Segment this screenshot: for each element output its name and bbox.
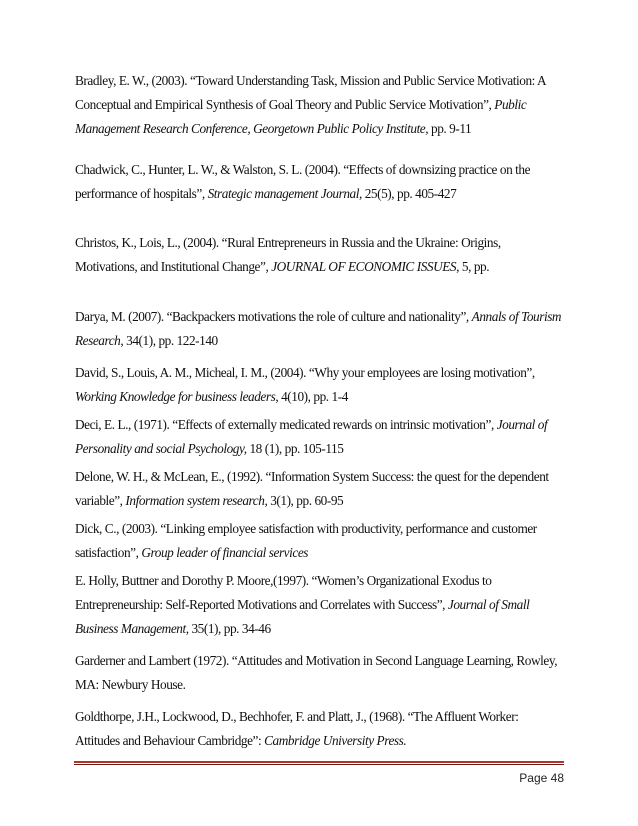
- reference-text: Christos, K., Lois, L., (2004). “Rural Entrepreneurs in Russia and the Ukraine: Origins, Motivations, and Institutional Change”,: [75, 235, 501, 274]
- reference-text: Deci, E. L., (1971). “Effects of externally medicated rewards on intrinsic motivation”,: [75, 417, 497, 432]
- reference-source-title: Group leader of financial services: [141, 545, 308, 560]
- reference-source-title: Information system research,: [125, 493, 268, 508]
- reference-text: , 34(1), pp. 122-140: [120, 333, 218, 348]
- reference-entry: [75, 517, 565, 565]
- reference-entry: [75, 705, 565, 753]
- reference-source-title: Journal of Personality and social Psychology,: [75, 417, 548, 456]
- footer-rule: [74, 761, 564, 763]
- reference-text: , 5, pp.: [456, 259, 490, 274]
- reference-text: , 25(5), pp. 405-427: [358, 186, 457, 201]
- reference-entry: [75, 361, 565, 409]
- page-number: Page 48: [519, 771, 564, 785]
- reference-text: E. Holly, Buttner and Dorothy P. Moore,(1997). “Women’s Organizational Exodus to Entrepreneurship: Self-Reported Motivations and Correlates with Success”,: [75, 573, 492, 612]
- reference-source-title: Working Knowledge for business leaders: [75, 389, 276, 404]
- reference-text: , 4(10), pp. 1-4: [275, 389, 348, 404]
- reference-text: 18 (1), pp. 105-115: [246, 441, 344, 456]
- reference-text: 35(1), pp. 34-46: [188, 621, 271, 636]
- reference-text: Darya, M. (2007). “Backpackers motivations the role of culture and nationality”,: [75, 309, 472, 324]
- reference-text: Goldthorpe, J.H., Lockwood, D., Bechhofer, F. and Platt, J., (1968). “The Affluent Worker: Attitudes and Behaviour Cambridge”:: [75, 709, 519, 748]
- reference-entry: [75, 231, 565, 279]
- reference-entry: [75, 413, 565, 461]
- reference-entry: [75, 569, 565, 641]
- reference-entry: [75, 305, 565, 353]
- reference-source-title: JOURNAL OF ECONOMIC ISSUES: [271, 259, 457, 274]
- reference-entry: [75, 69, 565, 141]
- reference-text: 3(1), pp. 60-95: [267, 493, 344, 508]
- reference-text: pp. 9-11: [428, 121, 472, 136]
- reference-text: Bradley, E. W., (2003). “Toward Understanding Task, Mission and Public Service Motivation: A Conceptual and Empirical Synthesis of Goal Theory and Public Service Motivation”,: [75, 73, 546, 112]
- reference-source-title: Strategic management Journal: [207, 186, 359, 201]
- reference-entry: [75, 649, 565, 697]
- reference-text: Chadwick, C., Hunter, L. W., & Walston, S. L. (2004). “Effects of downsizing practice on the performance of hospitals”,: [75, 162, 531, 201]
- reference-entry: [75, 158, 565, 206]
- reference-source-title: Annals of Tourism Research: [75, 309, 562, 348]
- reference-text: Garderner and Lambert (1972). “Attitudes and Motivation in Second Language Learning, Rowley, MA: Newbury House.: [75, 653, 558, 692]
- reference-text: Delone, W. H., & McLean, E., (1992). “Information System Success: the quest for the dependent variable”,: [75, 469, 549, 508]
- reference-text: David, S., Louis, A. M., Micheal, I. M., (2004). “Why your employees are losing motivation”,: [75, 365, 535, 380]
- reference-entry: [75, 465, 565, 513]
- reference-source-title: Journal of Small Business Management,: [75, 597, 530, 636]
- reference-source-title: Public Management Research Conference, Georgetown Public Policy Institute,: [75, 97, 527, 136]
- reference-source-title: Cambridge University Press.: [264, 733, 407, 748]
- reference-text: Dick, C., (2003). “Linking employee satisfaction with productivity, performance and customer satisfaction”,: [75, 521, 537, 560]
- footer-rule-secondary: [74, 764, 564, 765]
